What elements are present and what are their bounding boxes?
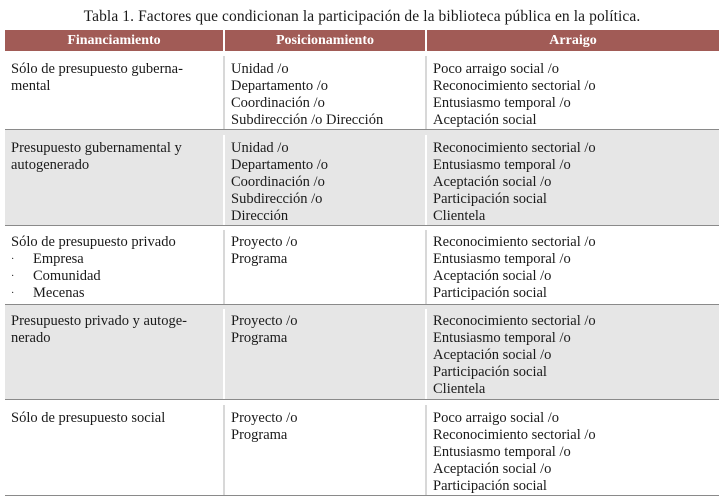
cell-line: Reconocimiento sectorial /o (433, 140, 596, 156)
bullet-item (11, 285, 217, 302)
bullet-item (11, 268, 217, 285)
column-header-arraigo: Arraigo (549, 33, 597, 48)
bullet-text: Comunidad (33, 268, 101, 284)
financiamiento-cell (5, 135, 225, 225)
cell-line: Participación social (433, 285, 547, 301)
cell-line: Poco arraigo social /o (433, 61, 560, 77)
bullet-mark: · (11, 271, 15, 282)
cell-line: Entusiasmo temporal /o (433, 157, 571, 173)
cell-line: Programa (231, 427, 288, 443)
posicionamiento-cell (225, 230, 427, 304)
cell-line: Aceptación social (433, 112, 537, 128)
cell-line: mental (11, 78, 51, 94)
column-header-financiamiento: Financiamiento (5, 30, 225, 51)
arraigo-cell (427, 309, 719, 399)
cell-line: Proyecto /o (231, 234, 298, 250)
cell-line: Reconocimiento sectorial /o (433, 427, 596, 443)
cell-line: Reconocimiento sectorial /o (433, 78, 596, 94)
cell-line: Sólo de presupuesto social (11, 410, 166, 426)
arraigo-cell (427, 135, 719, 225)
table-header-row (5, 30, 719, 51)
table-row (5, 400, 719, 496)
table-row (5, 51, 719, 130)
cell-line: Presupuesto gubernamental y (11, 140, 182, 156)
cell-line: Participación social (433, 191, 547, 207)
factors-table (5, 30, 719, 496)
cell-line: Clientela (433, 381, 486, 397)
financiamiento-cell (5, 230, 225, 304)
cell-line: autogenerado (11, 157, 90, 173)
cell-line: Presupuesto privado y autoge- (11, 313, 187, 329)
arraigo-cell (427, 56, 719, 129)
cell-line: Departamento /o (231, 157, 329, 173)
cell-line: Programa (231, 251, 288, 267)
financiamiento-cell (5, 56, 225, 129)
cell-line: Dirección (231, 208, 289, 224)
cell-line: Poco arraigo social /o (433, 410, 560, 426)
posicionamiento-cell (225, 309, 427, 399)
cell-line: Aceptación social /o (433, 268, 552, 284)
arraigo-cell (427, 230, 719, 304)
posicionamiento-cell (225, 135, 427, 225)
cell-line: Entusiasmo temporal /o (433, 251, 571, 267)
cell-line: Subdirección /o (231, 191, 323, 207)
cell-line: Subdirección /o Dirección (231, 112, 384, 128)
bullet-text: Mecenas (33, 285, 85, 301)
cell-line: Clientela (433, 208, 486, 224)
bullet-mark: · (11, 288, 15, 299)
financiamiento-cell (5, 309, 225, 399)
cell-line: Aceptación social /o (433, 174, 552, 190)
financiamiento-cell (5, 405, 225, 495)
table-row (5, 226, 719, 305)
cell-line: Participación social (433, 364, 547, 380)
posicionamiento-cell (225, 56, 427, 129)
arraigo-cell (427, 405, 719, 495)
table-caption: Tabla 1. Factores que condicionan la participación de la biblioteca pública en la política. (83, 8, 641, 25)
cell-line: Entusiasmo temporal /o (433, 444, 571, 460)
cell-line: Unidad /o (231, 140, 289, 156)
cell-line: Participación social (433, 478, 547, 494)
posicionamiento-cell (225, 405, 427, 495)
bullet-text: Empresa (33, 251, 84, 267)
cell-line: Programa (231, 330, 288, 346)
cell-line: Entusiasmo temporal /o (433, 330, 571, 346)
table-row (5, 130, 719, 226)
cell-line: Coordinación /o (231, 95, 325, 111)
bullet-mark: · (11, 254, 15, 265)
cell-line: Entusiasmo temporal /o (433, 95, 571, 111)
cell-line: Reconocimiento sectorial /o (433, 313, 596, 329)
cell-line: Departamento /o (231, 78, 329, 94)
cell-line: Aceptación social /o (433, 347, 552, 363)
cell-line: nerado (11, 330, 51, 346)
cell-line: Reconocimiento sectorial /o (433, 234, 596, 250)
bullet-item (11, 251, 217, 268)
cell-line: Unidad /o (231, 61, 289, 77)
cell-line: Proyecto /o (231, 410, 298, 426)
table-row (5, 305, 719, 400)
cell-line: Sólo de presupuesto guberna- (11, 61, 183, 77)
cell-line: Coordinación /o (231, 174, 325, 190)
cell-line: Proyecto /o (231, 313, 298, 329)
cell-line: Sólo de presupuesto privado (11, 234, 176, 250)
cell-line: Aceptación social /o (433, 461, 552, 477)
column-header-posicionamiento: Posicionamiento (225, 30, 427, 51)
